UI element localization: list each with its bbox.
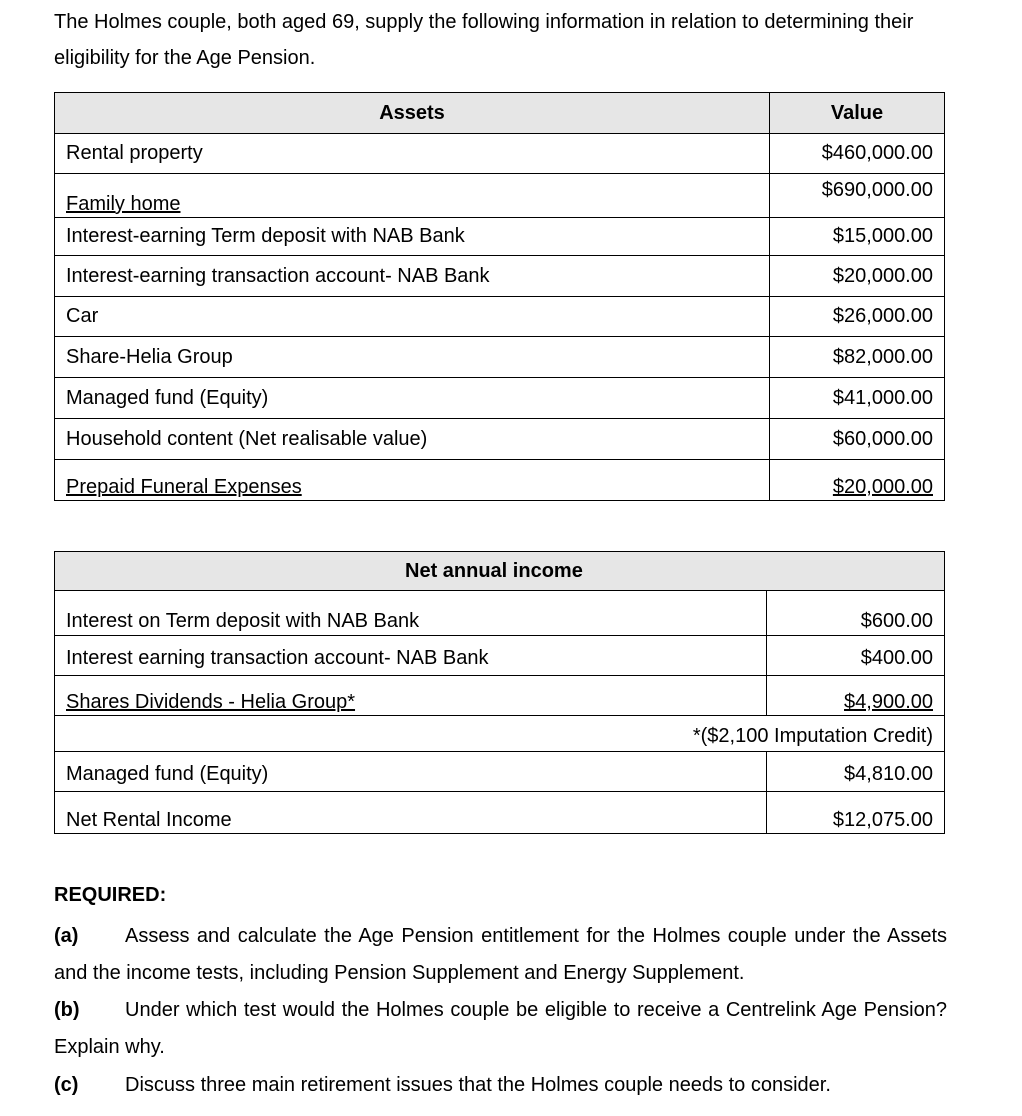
asset-label: Interest-earning Term deposit with NAB Bank: [55, 218, 770, 256]
asset-value: $690,000.00: [770, 174, 945, 218]
required-heading: REQUIRED:: [54, 884, 167, 906]
question-text: Discuss three main retirement issues that the Holmes couple needs to consider.: [125, 1074, 831, 1096]
table-row: [55, 174, 945, 218]
asset-value: $41,000.00: [770, 378, 945, 419]
table-row: [55, 134, 945, 174]
asset-label: Rental property: [55, 134, 770, 174]
question-a: [54, 918, 947, 992]
asset-label: Car: [55, 297, 770, 337]
income-label: Managed fund (Equity): [55, 752, 767, 792]
table-row: [55, 337, 945, 378]
income-label: Interest earning transaction account- NAB Bank: [55, 636, 767, 676]
table-row: [55, 218, 945, 256]
table-row: [55, 297, 945, 337]
assets-table: [54, 92, 945, 501]
table-row: [55, 419, 945, 460]
asset-label: Prepaid Funeral Expenses: [55, 460, 770, 501]
income-value: $4,900.00: [767, 676, 945, 716]
table-row: [55, 636, 945, 676]
table-row: [55, 792, 945, 834]
income-value: $600.00: [767, 591, 945, 636]
income-value: $400.00: [767, 636, 945, 676]
income-table: [54, 551, 945, 834]
asset-value: $60,000.00: [770, 419, 945, 460]
asset-value: $15,000.00: [770, 218, 945, 256]
question-c: [54, 1067, 947, 1104]
asset-label: Family home: [55, 174, 770, 218]
imputation-credit-note: *($2,100 Imputation Credit): [55, 716, 945, 752]
asset-value: $82,000.00: [770, 337, 945, 378]
income-header-row: [55, 552, 945, 591]
asset-label: Household content (Net realisable value): [55, 419, 770, 460]
assets-header-label: Assets: [55, 93, 770, 134]
question-b: [54, 992, 947, 1066]
question-text: Under which test would the Holmes couple be eligible to receive a Centrelink Age Pension? Explain why.: [54, 999, 947, 1058]
asset-value: $20,000.00: [770, 460, 945, 501]
asset-value: $20,000.00: [770, 256, 945, 297]
table-row: [55, 676, 945, 716]
question-text: Assess and calculate the Age Pension entitlement for the Holmes couple under the Assets and the income tests, including Pension Supplement and Energy Supplement.: [54, 925, 947, 984]
income-value: $12,075.00: [767, 792, 945, 834]
asset-label: Interest-earning transaction account- NAB Bank: [55, 256, 770, 297]
income-header: Net annual income: [55, 552, 945, 591]
question-label: (c): [54, 1074, 79, 1096]
table-row: [55, 752, 945, 792]
question-label: (b): [54, 999, 80, 1021]
income-label: Interest on Term deposit with NAB Bank: [55, 591, 767, 636]
income-label: Net Rental Income: [55, 792, 767, 834]
income-value: $4,810.00: [767, 752, 945, 792]
assets-header-value: Value: [770, 93, 945, 134]
asset-label: Managed fund (Equity): [55, 378, 770, 419]
income-label: Shares Dividends - Helia Group*: [55, 676, 767, 716]
question-label: (a): [54, 925, 79, 947]
table-row: [55, 256, 945, 297]
table-row: [55, 591, 945, 636]
table-row: [55, 716, 945, 752]
asset-value: $26,000.00: [770, 297, 945, 337]
table-row: [55, 460, 945, 501]
asset-label: Share-Helia Group: [55, 337, 770, 378]
assets-header-row: [55, 93, 945, 134]
intro-paragraph: The Holmes couple, both aged 69, supply the following information in relation to determining their eligibility for the Age Pension.: [54, 11, 914, 69]
asset-value: $460,000.00: [770, 134, 945, 174]
table-row: [55, 378, 945, 419]
